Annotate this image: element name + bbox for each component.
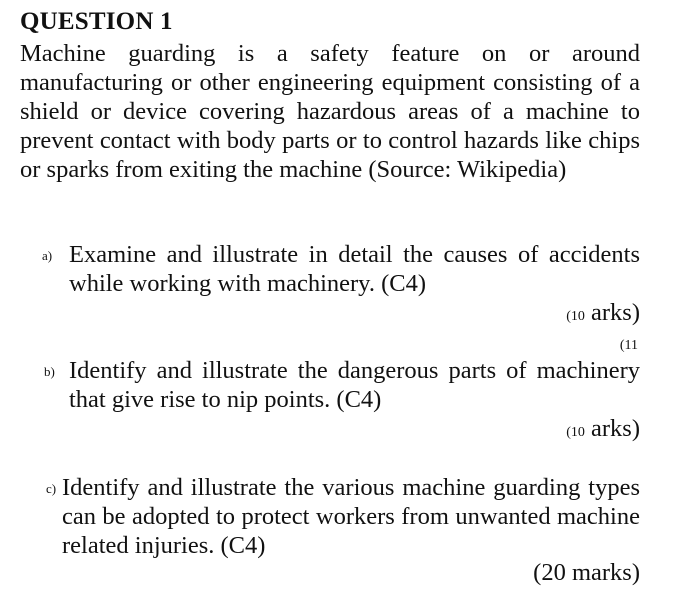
marks-suffix: arks) — [591, 299, 640, 326]
marks-suffix: arks) — [591, 415, 640, 442]
sub-question-a — [20, 240, 640, 298]
sub-question-b — [20, 356, 640, 414]
question-title: QUESTION 1 — [20, 8, 173, 35]
sub-question-label: a) — [42, 248, 53, 263]
marks-b — [566, 415, 640, 443]
sub-question-label: b) — [44, 364, 55, 379]
marks-a — [566, 299, 640, 327]
marks-prefix: (10 — [566, 425, 585, 440]
marks-prefix: (10 — [566, 309, 585, 324]
stray-mark: (11 — [619, 338, 638, 353]
question-intro: Machine guarding is a safety feature on or around manufacturing or other engineering equipment consisting of a shield or device covering hazardous areas of a machine to prevent contact with body parts or to control hazards like chips or sparks from exiting the machine (Source: Wikipedia) — [20, 40, 640, 183]
sub-question-text: Identify and illustrate the various machine guarding types can be adopted to protect workers from unwanted machine related injuries. (C4) — [62, 474, 640, 559]
sub-question-c — [20, 473, 640, 560]
sub-question-text: Identify and illustrate the dangerous parts of machinery that give rise to nip points. (C4) — [69, 357, 640, 413]
sub-question-text: Examine and illustrate in detail the causes of accidents while working with machinery. (C4) — [69, 241, 640, 297]
marks-c: (20 marks) — [533, 559, 640, 586]
sub-question-label: c) — [46, 481, 57, 496]
